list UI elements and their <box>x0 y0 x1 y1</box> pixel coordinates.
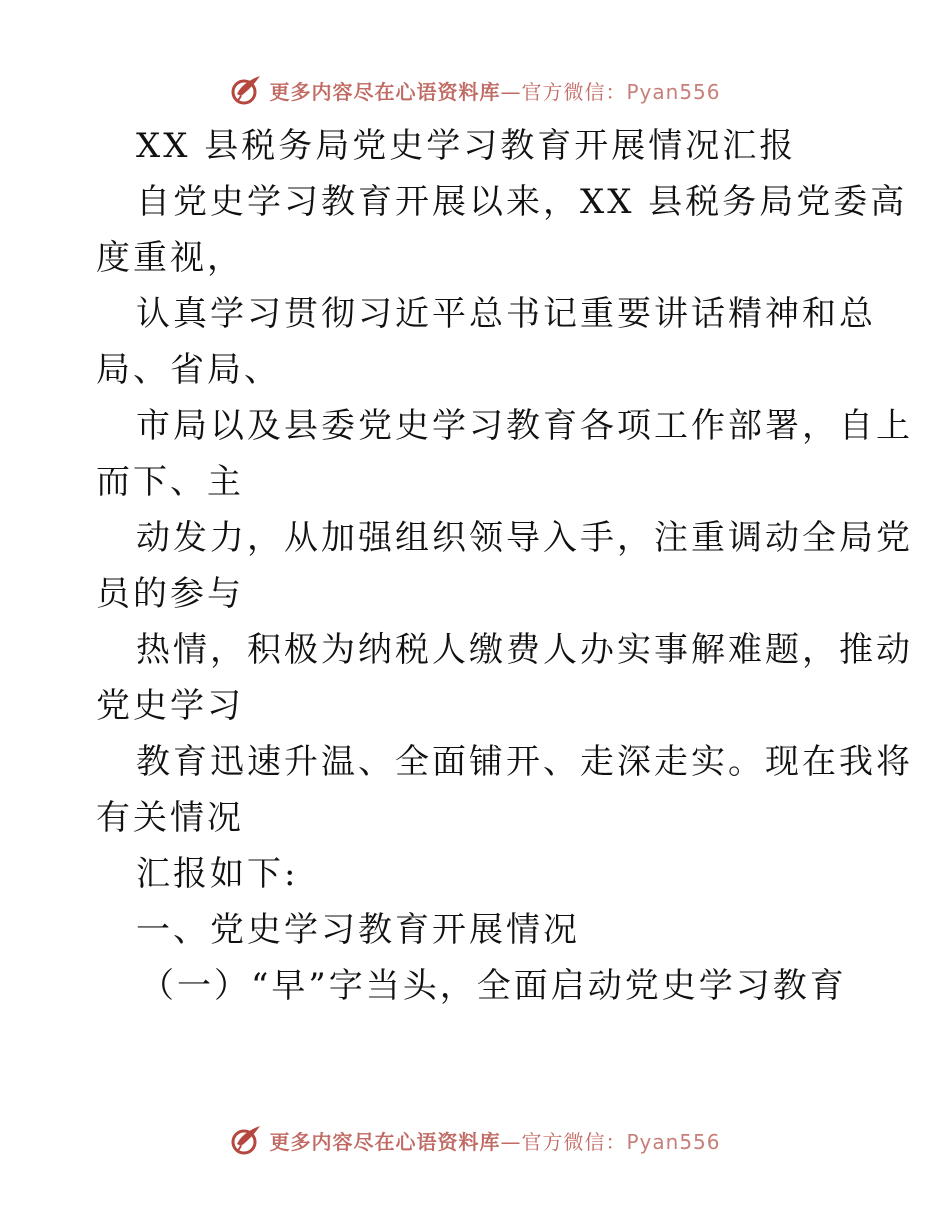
paragraph-line: 自党史学习教育开展以来，XX 县税务局党委高 <box>136 182 908 222</box>
subsection-heading: （一）“早”字当头，全面启动党史学习教育 <box>140 966 847 1006</box>
banner-wechat-id: Pyan556 <box>626 79 721 104</box>
paragraph-line: 而下、主 <box>96 462 244 502</box>
paragraph-line: 员的参与 <box>96 574 244 614</box>
paragraph-line: 汇报如下: <box>136 854 299 894</box>
paragraph-line: 市局以及县委党史学习教育各项工作部署，自上 <box>136 406 913 446</box>
quill-logo-icon <box>229 73 263 107</box>
banner-wechat-label: 官方微信： <box>521 79 627 104</box>
banner-separator: — <box>500 79 522 104</box>
quill-logo-icon <box>229 1123 263 1157</box>
banner-wechat-label: 官方微信： <box>521 1129 627 1154</box>
paragraph-line: 动发力，从加强组织领导入手，注重调动全局党 <box>136 518 913 558</box>
section-heading: 一、党史学习教育开展情况 <box>136 910 580 950</box>
paragraph-line: 度重视， <box>96 238 244 278</box>
banner-site-text: 更多内容尽在心语资料库 <box>269 1129 501 1154</box>
paragraph-line: 教育迅速升温、全面铺开、走深走实。现在我将 <box>136 742 913 782</box>
document-title: XX 县税务局党史学习教育开展情况汇报 <box>136 126 797 166</box>
header-banner <box>0 70 950 110</box>
banner-wechat-id: Pyan556 <box>626 1129 721 1154</box>
paragraph-line: 认真学习贯彻习近平总书记重要讲话精神和总 <box>136 294 876 334</box>
paragraph-line: 局、省局、 <box>96 350 281 390</box>
paragraph-line: 有关情况 <box>96 798 244 838</box>
banner-text <box>269 76 720 105</box>
banner-site-text: 更多内容尽在心语资料库 <box>269 79 501 104</box>
paragraph-line: 党史学习 <box>96 686 244 726</box>
banner-separator: — <box>500 1129 522 1154</box>
banner-text <box>269 1126 720 1155</box>
document-body <box>96 118 913 1014</box>
footer-banner <box>0 1120 950 1160</box>
paragraph-line: 热情，积极为纳税人缴费人办实事解难题，推动 <box>136 630 913 670</box>
